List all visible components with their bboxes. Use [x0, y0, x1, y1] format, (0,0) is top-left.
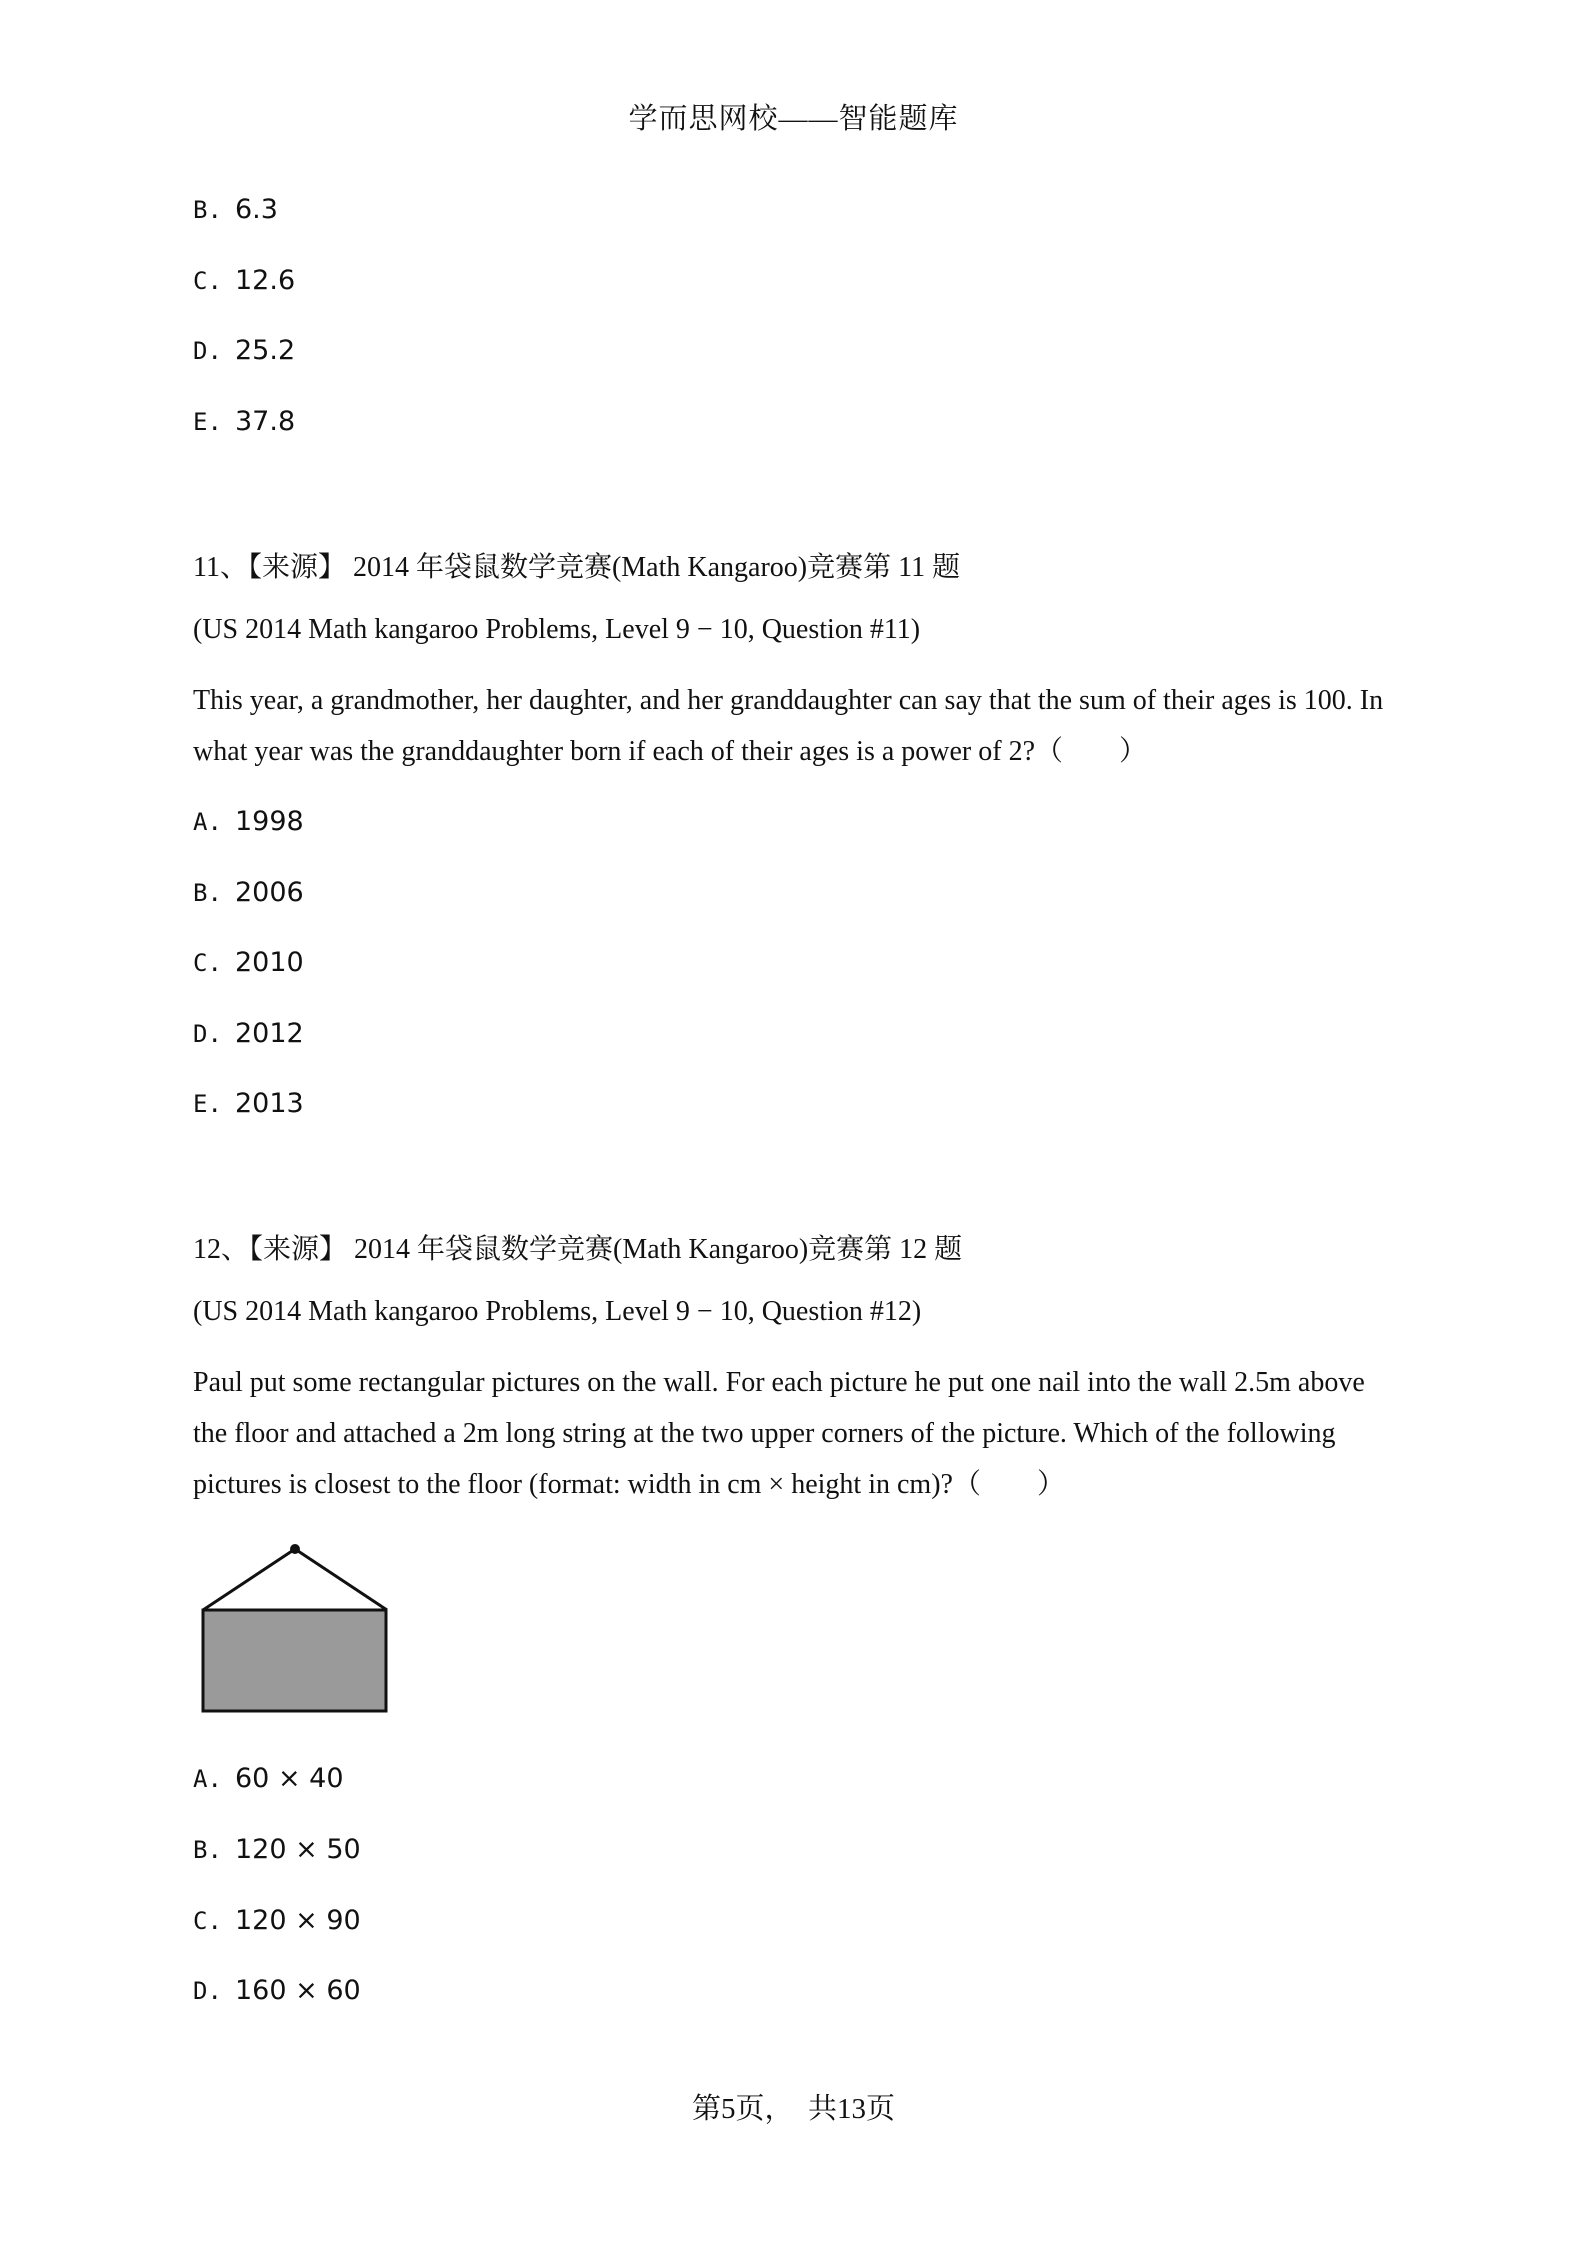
option-letter: B.	[193, 1836, 222, 1864]
option-value: 2013	[235, 1088, 304, 1119]
q10-option-b	[193, 194, 278, 226]
option-value: 2012	[235, 1018, 304, 1049]
q11-title: 11、【来源】 2014 年袋鼠数学竞赛(Math Kangaroo)竞赛第 11 题	[193, 552, 961, 583]
string-left	[203, 1549, 295, 1610]
option-letter: A.	[193, 808, 222, 836]
nail-point	[290, 1544, 300, 1554]
option-value: 120 × 50	[235, 1834, 361, 1865]
page-header: 学而思网校——智能题库	[628, 103, 959, 135]
option-letter: E.	[193, 1090, 222, 1118]
q10-option-e	[193, 406, 295, 438]
q11-option-c	[193, 947, 304, 979]
q12-option-b	[193, 1834, 361, 1866]
q12-option-c	[193, 1905, 361, 1937]
option-value: 1998	[235, 806, 304, 837]
option-value: 25.2	[235, 335, 296, 366]
q12-body-line-1: Paul put some rectangular pictures on the wall. For each picture he put one nail into the wall 2.5m above	[193, 1367, 1365, 1398]
option-value: 2006	[235, 877, 304, 908]
option-value: 2010	[235, 947, 304, 978]
option-letter: E.	[193, 408, 222, 436]
picture-rectangle	[203, 1610, 386, 1711]
option-value: 12.6	[235, 265, 296, 296]
q11-body-line-1: This year, a grandmother, her daughter, and her granddaughter can say that the sum of their ages is 100. In	[193, 685, 1384, 716]
q10-option-c	[193, 265, 295, 297]
option-letter: D.	[193, 1977, 222, 2005]
q10-option-d	[193, 335, 295, 367]
q12-body-line-2: the floor and attached a 2m long string at the two upper corners of the picture. Which of the following	[193, 1418, 1336, 1449]
q12-body	[193, 1357, 1413, 1510]
option-letter: D.	[193, 1020, 222, 1048]
option-letter: B.	[193, 879, 222, 907]
q11-body	[193, 675, 1413, 777]
option-value: 120 × 90	[235, 1905, 361, 1936]
option-letter: A.	[193, 1765, 222, 1793]
q11-option-e	[193, 1088, 304, 1120]
option-letter: C.	[193, 1907, 222, 1935]
option-value: 160 × 60	[235, 1975, 361, 2006]
q11-body-line-2: what year was the granddaughter born if each of their ages is a power of 2?（ ）	[193, 736, 1147, 767]
option-value: 6.3	[235, 194, 278, 225]
q12-option-d	[193, 1975, 361, 2007]
q12-subtitle: (US 2014 Math kangaroo Problems, Level 9 − 10, Question #12)	[193, 1296, 922, 1327]
q11-subtitle: (US 2014 Math kangaroo Problems, Level 9 − 10, Question #11)	[193, 614, 921, 645]
hanging-picture-figure	[193, 1540, 393, 1720]
option-letter: D.	[193, 337, 222, 365]
q12-option-a	[193, 1763, 344, 1795]
option-value: 37.8	[235, 406, 296, 437]
q12-title: 12、【来源】 2014 年袋鼠数学竞赛(Math Kangaroo)竞赛第 12 题	[193, 1234, 963, 1265]
option-letter: C.	[193, 949, 222, 977]
q11-option-d	[193, 1018, 304, 1050]
q11-option-a	[193, 806, 304, 838]
option-letter: C.	[193, 267, 222, 295]
option-letter: B.	[193, 196, 222, 224]
option-value: 60 × 40	[235, 1763, 344, 1794]
page-footer: 第5页， 共13页	[691, 2093, 895, 2125]
string-right	[295, 1549, 387, 1610]
q12-body-line-3: pictures is closest to the floor (format: width in cm × height in cm)?（ ）	[193, 1469, 1065, 1500]
q11-option-b	[193, 877, 304, 909]
